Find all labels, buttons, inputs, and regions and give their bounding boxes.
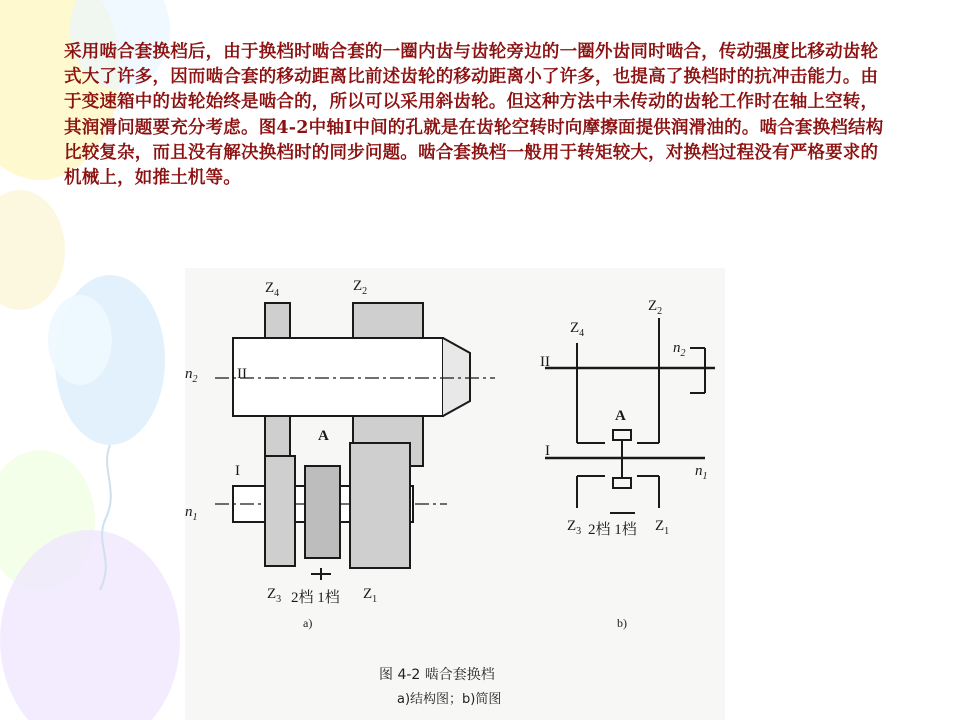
- label-z2-b: $Z_2$: [648, 298, 663, 317]
- label-n2-b: $n_2$: [673, 340, 686, 359]
- label-z3-a: $Z_3$: [267, 586, 282, 605]
- label-z2-a: $Z_2$: [353, 278, 368, 297]
- label-z4-a: $Z_4$: [265, 280, 280, 299]
- figure-caption-subtitle: a)结构图；b)简图: [397, 692, 502, 707]
- label-shaft-i-b: I: [545, 443, 550, 459]
- label-shaft-i-a: I: [235, 463, 240, 479]
- label-gears-b: 2档 1档: [588, 522, 637, 538]
- gear-diagram: [185, 268, 725, 720]
- label-panel-a: a): [303, 616, 313, 630]
- label-z1-a: $Z_1$: [363, 586, 378, 605]
- label-shaft-ii-b: II: [540, 354, 550, 370]
- figure-4-2: [185, 268, 725, 720]
- label-n2-a: $n_2$: [185, 366, 198, 385]
- label-a-a: A: [318, 428, 329, 444]
- label-n1-b: $n_1$: [695, 463, 708, 482]
- figure-caption-title: 图 4-2 啮合套换档: [379, 667, 495, 683]
- label-z3-b: $Z_3$: [567, 518, 582, 537]
- label-a-b: A: [615, 408, 626, 424]
- label-z4-b: $Z_4$: [570, 320, 585, 339]
- body-paragraph: 采用啮合套换档后，由于换档时啮合套的一圈内齿与齿轮旁边的一圈外齿同时啮合，传动强度比移动齿轮式大了许多，因而啮合套的移动距离比前述齿轮的移动距离小了许多，也提高了换档时的抗冲击能力。由于变速箱中的齿轮始终是啮合的，所以可以采用斜齿轮。但这种方法中未传动的齿轮工作时在轴上空转，其润滑问题要充分考虑。图4-2中轴Ⅰ中间的孔就是在齿轮空转时向摩擦面提供润滑油的。啮合套换档结构比较复杂，而且没有解决换档时的同步问题。啮合套换档一般用于转矩较大，对换档过程没有严格要求的机械上，如推土机等。: [64, 42, 884, 189]
- label-n1-a: $n_1$: [185, 504, 198, 523]
- label-z1-b: $Z_1$: [655, 518, 670, 537]
- label-gears-a: 2档 1档: [291, 590, 340, 606]
- label-panel-b: b): [617, 616, 627, 630]
- label-shaft-ii-a: II: [237, 366, 247, 382]
